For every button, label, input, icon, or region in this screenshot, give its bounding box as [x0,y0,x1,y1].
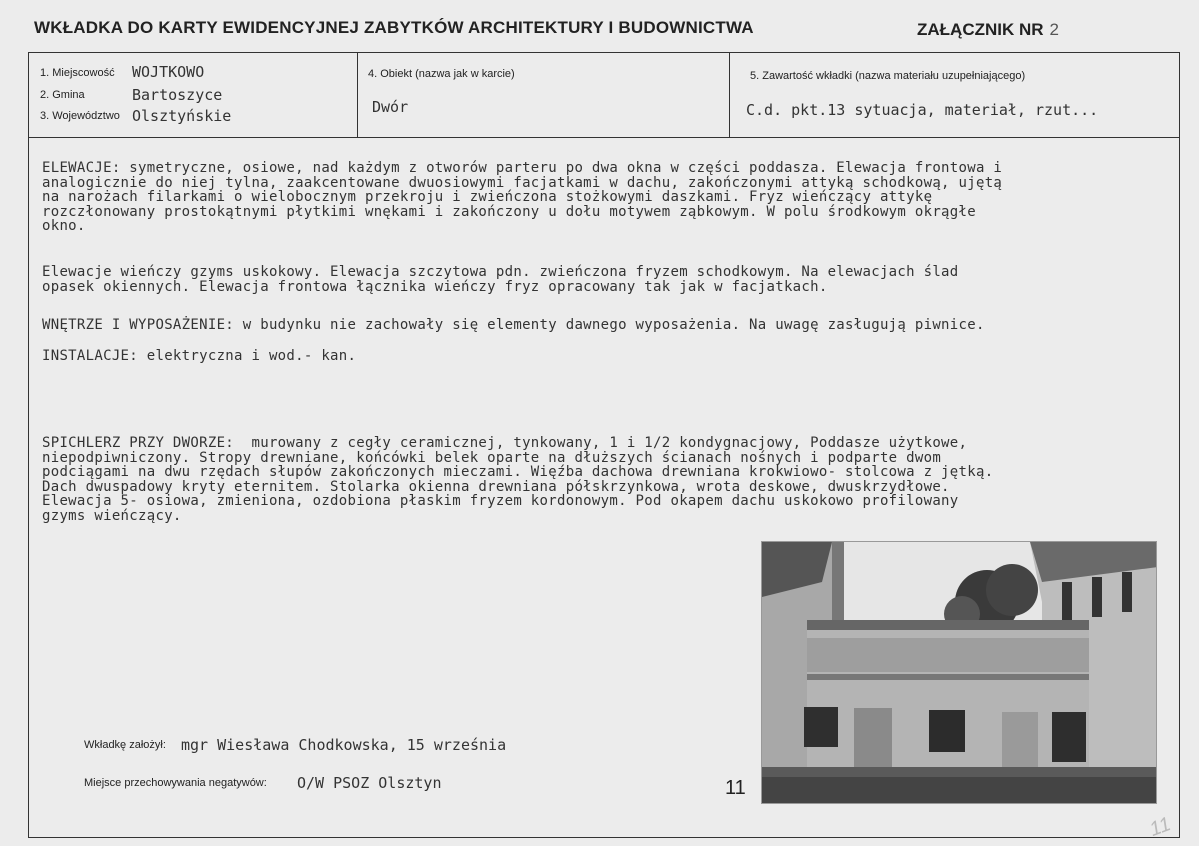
locality-label: 1. Miejscowość [40,67,115,79]
page-number: 11 [725,777,746,799]
granary-photo-image [762,542,1157,804]
annex-number: 2 [1049,20,1060,39]
contents-cell [730,52,1180,138]
header-title: WKŁADKA DO KARTY EWIDENCYJNEJ ZABYTKÓW ARCHITEKTURY I BUDOWNICTWA [34,18,754,37]
voivodeship-label: 3. Województwo [40,110,120,122]
object-value: Dwór [372,98,409,116]
interior-paragraph: WNĘTRZE I WYPOSAŻENIE: w budynku nie zachowały się elementy dawnego wyposażenia. Na uwagę zasługują piwnice. [42,317,985,333]
granary-paragraph: SPICHLERZ PRZY DWORZE: murowany z cegły ceramicznej, tynkowany, 1 i 1/2 kondygnacjowy, Poddasze użytkowe, niepodpiwniczony. Stropy drewniane, końcówki belek oparte na dłuższych ścianach nośnych i podparte dwom podciągami na dwu rzędach słupów zakończonych mieczami. Więźba dachowa drewniana krokwiowo- stolcowa z jętką. Dach dwuspadowy kryty eternitem. Stolarka okienna drewniana półskrzynkowa, wrota deskowe, dwuskrzydłowe. Elewacja 5- osiowa, zmieniona, ozdobiona płaskim fryzem kordonowym. Pod okapem dachu uskokowo profilowany gzyms wieńczący. [42,435,994,524]
author-label: Wkładkę założył: [84,739,166,751]
object-label: 4. Obiekt (nazwa jak w karcie) [368,68,515,80]
identification-row [28,52,1180,138]
contents-value: C.d. pkt.13 sytuacja, materiał, rzut... [746,101,1099,119]
granary-photo [761,541,1157,804]
contents-label: 5. Zawartość wkładki (nazwa materiału uzupełniającego) [750,70,1026,82]
author-value: mgr Wiesława Chodkowska, 15 września [181,736,507,754]
annex-label [917,20,1059,40]
object-cell [358,52,730,138]
negatives-label: Miejsce przechowywania negatywów: [84,777,267,789]
voivodeship-value: Olsztyńskie [132,107,232,125]
location-cell [28,52,358,138]
negatives-value: O/W PSOZ Olsztyn [297,774,442,792]
commune-label: 2. Gmina [40,89,85,101]
installations-paragraph: INSTALACJE: elektryczna i wod.- kan. [42,348,357,364]
annex-label-text: ZAŁĄCZNIK NR [917,20,1044,39]
elevations-cornice-paragraph: Elewacje wieńczy gzyms uskokowy. Elewacja szczytowa pdn. zwieńczona fryzem schodkowym. Na elewacjach ślad opasek okiennych. Elewacja frontowa łącznika wieńczy fryz opracowany tak jak w facjatkach. [42,264,959,295]
elevations-paragraph: ELEWACJE: symetryczne, osiowe, nad każdym z otworów parteru po dwa okna w części poddasza. Elewacja frontowa i analogicznie do niej tylna, zaakcentowane dwuosiowymi facjatkami w dachu, zakończonymi attyką schodkową, ujętą na narożach filarkami o wielobocznym przekroju i zwieńczona stożkowymi daszkami. Fryz wieńczący attykę rozczłonowany prostokątnymi płytkimi wnękami i zakończony u dołu motywem ząbkowym. W polu środkowym okrągłe okno. [42,160,1003,234]
locality-value: WOJTKOWO [132,63,205,81]
pencil-mark: 11 [1146,813,1174,841]
commune-value: Bartoszyce [132,86,223,104]
